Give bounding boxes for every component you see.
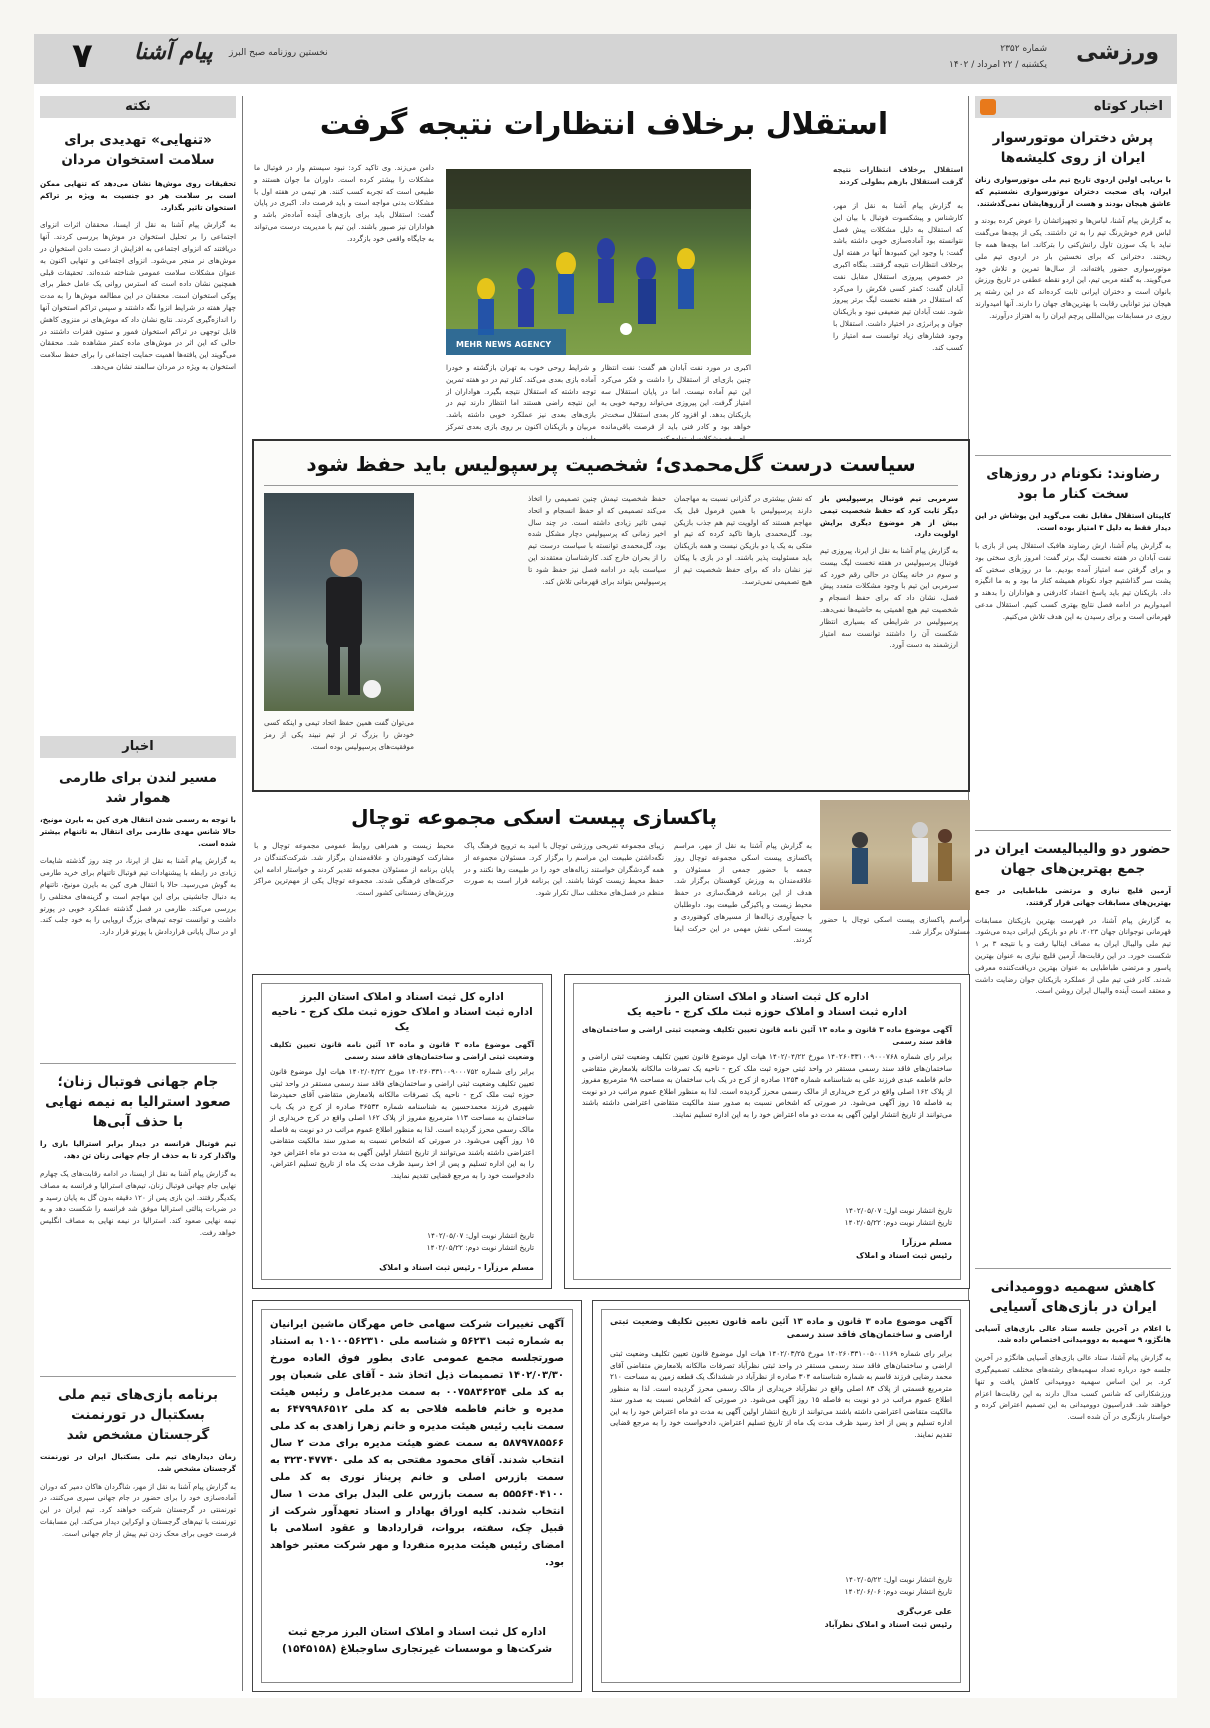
ski-photo-caption: مراسم پاکسازی پیست اسکی توچال با حضور مسئولان برگزار شد. (820, 915, 970, 936)
photo-credit: MEHR NEWS AGENCY (456, 340, 552, 349)
ad-signature: اداره کل ثبت اسناد و املاک استان البرز مرجع ثبت شرکت‌ها و موسسات غیرتجاری ساوجبلاغ (۱۵۴۵۱۵۸) (281, 1626, 553, 1655)
note-lead: تحقیقات روی موش‌ها نشان می‌دهد که تنهایی ممکن است بر سلامت هر دو جنسیت به ویژه بر تراکم استخوان تاثیر بگذارد. (40, 179, 236, 212)
feature-headline: سیاست درست گل‌محمدی؛ شخصیت پرسپولیس باید حفظ شود (306, 452, 916, 476)
story-title: حضور دو والیبالیست ایران در جمع بهترین‌های جهان (975, 840, 1171, 877)
story-lead: آرمین قلیچ نیازی و مرتضی طباطبایی در جمع بهترین‌های مسابقات جهانی قرار گرفتند. (975, 885, 1171, 907)
registry-ad-1 (252, 974, 552, 1289)
short-news-bar (975, 96, 1171, 118)
coach-photo (264, 493, 414, 711)
story-title: پرش دختران موتورسوار ایران از روی کلیشه‌ها (992, 130, 1154, 166)
third-col2: زیبای مجموعه تفریحی ورزشی توچال با امید به ترویج فرهنگ پاک نگه‌داشتن طبیعت این مراسم را برگزار کرد. مسئولان مجموعه از همه گردشگران خواستند زباله‌های خود را در طبیعت رها نکنند و در حفظ محیط زیست کوشا باشند. این برنامه قرار است به صورت منظم در فصل‌های مختلف سال تکرار شود. (464, 841, 664, 898)
news-title: مسیر لندن برای طارمی هموار شد (58, 770, 218, 806)
ad-dates: تاریخ انتشار نوبت اول: ۱۴۰۲/۰۵/۰۷ تاریخ انتشار نوبت دوم: ۱۴۰۲/۰۵/۲۲ (844, 1206, 952, 1227)
lead-col3: و شرایط روحی خوب به تهران بازگشته و خودرا آماده بازی بعدی می‌کند. کنار تیم در دو هفته تمرین توجه داشته که استقلال نتیجه بگیرد. هواداران از این نتیجه راضی هستند اما انتظار دارند تیم در بازی‌های بعدی نیز عملکرد خوبی داشته باشد. مربیان و بازیکنان اکنون بر روی بازی بعدی تمرکز (446, 363, 596, 431)
story-body: به گزارش پیام آشنا، لباس‌ها و تجهیزاتشان را عوض کرده بودند و لباس فرم خوش‌رنگ تیم را به تن داشتند. یکی از بچه‌ها می‌گفت نباید با یک سوزن تاول رانش‌کنی را بترکاند. اما بچه‌ها همه جا ریختند. دخترانی که برای نخستین بار در اردوی تیم ملی موتورسواری حضور یافته‌اند، از سال‌ها تمرین و تلاش خود می‌گویند. به گفته مربی تیم، این اردو نقطه عطفی در تاریخ ورزش بانوان است و دختران ایرانی ثابت کرده‌اند که در این رشته پر هیجان نیز توانایی رقابت با بهترین‌های جهان را دارند. آنها امیدوارند روزی در مسابقات بین‌المللی پرچم ایران را به اهتزاز درآورند. (975, 216, 1171, 320)
football-match-photo (446, 169, 751, 355)
story-lead: کاپیتان استقلال مقابل نفت می‌گوید این پوشاش در این دیدار فقط به دلیل ۳ امتیاز بوده است. (975, 511, 1171, 533)
story-title: رضاوند: نکونام در روزهای سخت کنار ما بود (986, 466, 1160, 503)
section-name: ورزشی (1076, 40, 1159, 65)
ad-body: برابر رای شماره ۱۴۰۲۶۰۳۳۱۰۰۹۰۰۰۷۶۸ مورخ ۱۴۰۲/۰۴/۲۲ هیات اول موضوع قانون تعیین تکلیف وضعیت ثبتی اراضی و ساختمان‌های فاقد سند رسمی مستقر در واحد ثبتی حوزه ثبت ملک کرج - ناحیه یک تصرفات مالکانه بلامعارض متقاضی خانم فاطمه عبدی فرزند علی به شناسنامه شماره ۱۲۵۳ صادره از کرج در یک باب ساختمان به مساحت ۹۸ مترمربع مفروز از پلاک ۱۶۲ اصلی واقع در کرج خریداری از مالک رسمی محرز گردیده است. لذا به منظور اطلاع عموم مراتب در دو نوبت به فاصله ۱۵ روز آگهی می‌شود. در صورتی که اشخاص نسبت به صدور سند مالکیت متقاضی اعتراضی داشته باشند می‌توانند از تاریخ انتشار اولین آگهی به مدت دو ماه اعتراض خود را به این اداره تسلیم نمایند. (582, 1052, 952, 1119)
news-body: به گزارش پیام آشنا به نقل از مهر، شاگردان هاکان دمیر که دوران آماده‌سازی خود را برای حضور در جام جهانی سپری می‌کنند، در تورنمنتی در گرجستان شرکت خواهند کرد. تیم ایران در این تورنمنت با تیم‌های گرجستان و اوکراین دیدار می‌کند. این مسابقات فرصت خوبی برای محک زدن تیم پیش از جام جهانی است. (40, 1481, 236, 1538)
note-column (40, 122, 236, 727)
rss-icon (980, 99, 996, 115)
ad-body: برابر رای شماره ۱۴۰۲۶۰۳۳۱۰۰۵۰۰۱۱۶۹ مورخ ۱۴۰۲/۰۳/۲۵ هیات اول موضوع قانون تعیین تکلیف وضعیت ثبتی اراضی و ساختمان‌های فاقد سند رسمی مستقر در واحد ثبتی نظرآباد تصرفات مالکانه بلامعارض متقاضی آقای محمد رضایی فرزند قاسم به شماره شناسنامه ۳۰۴ صادره از نظرآباد در ششدانگ یک قطعه زمین به مساحت ۲۱۰ مترمربع قسمتی از پلاک ۸۳ اصلی واقع در نظرآباد خریداری از مالک رسمی محرز گردیده است. لذا به منظور اطلاع عموم مراتب در دو نوبت به فاصله ۱۵ روز آگهی می‌شود. در صورتی که اشخاص نسبت به صدور سند مالکیت متقاضی اعتراضی داشته باشند می‌توانند از تاریخ انتشار اولین آگهی به مدت دو ماه اعتراض خود را به این اداره تسلیم و پس از اخذ رسید ظرف مدت یک ماه از تاریخ تسلیم اعتراض، دادخواست خود را به مرجع قضایی تقدیم نمایند. (610, 1349, 953, 1439)
short-news-column (975, 122, 1171, 1692)
story-body: به گزارش پیام آشنا، ستاد عالی بازی‌های آسیایی هانگژو در آخرین جلسه خود درباره تعداد سهمیه‌های رشته‌های مختلف تصمیم‌گیری کرد. بر این اساس سهمیه دوومیدانی کاهش یافت و تنها ورزشکارانی که شانس کسب مدال دارند به این رقابت‌ها اعزام خواهند شد. فدراسیون دوومیدانی به این تصمیم اعتراض کرده و خواستار بازنگری در آن شده است. (975, 1353, 1171, 1422)
news-column (40, 762, 236, 1692)
story-body: به گزارش پیام آشنا، ارش رضاوند هافبک استقلال پس از بازی با نفت آبادان در هفته نخست لیگ برتر گفت: امروز بازی سختی بود و برای گرفتن سه امتیاز آمده بودیم. ما در روزهای سختی که پشت سر گذاشتیم جواد نکونام همیشه کنار ما بود و به ما انگیزه داد. بازیکنان تیم باید پاسخ اعتماد کادرفنی و هواداران را بدهند و امیدواریم در ادامه فصل نتایج بهتری کسب کنیم. استقلال مدعی قهرمانی است و برای رسیدن به این هدف تلاش می‌کنیم. (975, 540, 1171, 621)
ad-signature: علی عرب‌گری رئیس ثبت اسناد و املاک نظرآباد (824, 1607, 952, 1629)
ad-body: برابر رای شماره ۱۴۰۲۶۰۳۳۱۰۰۹۰۰۰۷۵۲ مورخ ۱۴۰۲/۰۴/۲۲ هیات اول موضوع قانون تعیین تکلیف وضعیت ثبتی اراضی و ساختمان‌های فاقد سند رسمی مستقر در واحد ثبتی حوزه ثبت ملک کرج - ناحیه یک تصرفات مالکانه بلامعارض متقاضی آقای حمیدرضا شهپری فرزند محمدحسین به شناسنامه شماره ۳۶۵۳۴ صادره از کرج در یک باب ساختمان به مساحت ۱۱۳ مترمربع مفروز از پلاک ۱۶۲ اصلی واقع در کرج خریداری از مالک رسمی محرز گردیده است. لذا به منظور اطلاع عموم مراتب در دو نوبت به فاصله ۱۵ روز آگهی می‌شود. در صورتی که اشخاص نسبت به صدور سند مالکیت متقاضی اعتراضی داشته باشند می‌توانند از تاریخ انتشار اولین آگهی به مدت دو ماه اعتراض خود را به این اداره تسلیم و پس از اخذ رسید ظرف مدت یک ماه از تاریخ تسلیم اعتراض، دادخواست خود را به مرجع قضایی تقدیم نمایند. (270, 1067, 534, 1180)
news-body: به گزارش پیام آشنا به نقل از ایسنا، در ادامه رقابت‌های یک چهارم نهایی جام جهانی فوتبال زنان، تیم‌های استرالیا و فرانسه به مصاف یکدیگر رفتند. این بازی پس از ۱۲۰ دقیقه بدون گل به پایان رسید و در ضربات پنالتی استرالیا موفق شد فرانسه را شکست دهد و به نیمه نهایی صعود کند. استرالیا در نیمه نهایی به مصاف انگلیس خواهد رفت. (40, 1168, 236, 1237)
coach-illustration (264, 493, 414, 711)
feature-box (252, 439, 970, 792)
news-lead: با توجه به رسمی شدن انتقال هری کین به بایرن مونیخ، حالا شانس مهدی طارمی برای انتقال به تاتنهام بیشتر شده است. (40, 815, 236, 848)
third-col3: محیط زیست و همراهی روابط عمومی مجموعه توچال و با مشارکت کوهنوردان و علاقه‌مندان برگزار شد. شرکت‌کنندگان در پایان برنامه از مسئولان مجموعه تقدیر کردند و خواستار ادامه این حرکت‌های فرهنگی شدند. مجموعه توچال یکی از مهم‌ترین مراکز ورزش‌های زمستانی کشور است. (254, 841, 454, 898)
registry-ad-3 (592, 1300, 970, 1692)
company-change-ad (252, 1300, 582, 1692)
feature-col1: به گزارش پیام آشنا به نقل از ایرنا، پیروزی تیم فوتبال پرسپولیس در هفته نخست لیگ بیست و سوم در خانه پیکان در حالی رقم خورد که سرمربی این تیم با وجود مشکلات متعدد پیش فصل، نشان داد که برای حفظ انسجام و شخصیت تیم هیچ اهمیتی به حاشیه‌ها نمی‌دهد. پرسپولیس در شرایطی که بسیاری انتظار شکست آن را داشتند توانست سه امتیاز ارزشمند به دست آورد. (820, 546, 958, 650)
lead-headline: استقلال برخلاف انتظارات نتیجه گرفت (319, 107, 889, 142)
masthead (34, 34, 1177, 84)
third-headline: پاکسازی پیست اسکی مجموعه توچال (351, 805, 717, 829)
story-title: کاهش سهمیه دوومیدانی ایران در بازی‌های آسیایی (989, 1278, 1157, 1315)
ad-signature: مسلم مرزآرا رئیس ثبت اسناد و املاک (856, 1238, 952, 1260)
lead-col2: اکبری در مورد نفت آبادان هم گفت: نفت انتظار چنین بازی‌ای از استقلال را داشت و فکر می‌کرد این تیم آماده نیست. اما در پایان استقلال سه امتیاز گرفت. این پیروزی می‌تواند روحیه خوبی به بازیکنان بدهد. او افزود کار بعدی استقلال سخت‌تر خواهد بود و کادر فنی باید از فرصت باقی‌مانده (601, 363, 751, 431)
news-bar (40, 736, 236, 758)
note-title: «تنهایی» تهدیدی برای سلامت استخوان مردان (61, 132, 215, 168)
coach-photo-caption: می‌توان گفت همین حفظ اتحاد تیمی و اینکه کسی خودش را بزرگ تر از تیم نبیند یکی از رمز موفقیت‌های پرسپولیس بوده است. (264, 718, 414, 751)
paper-tagline: نخستین روزنامه صبح البرز (229, 48, 328, 58)
issue-date: یکشنبه / ۲۲ امرداد / ۱۴۰۲ (949, 60, 1047, 70)
ad-body: آگهی تغییرات شرکت سهامی خاص مهرگان ماشین ایرانیان به شماره ثبت ۵۶۲۳۱ و شناسه ملی ۱۰۱۰۰۵۶۲۳۱۰ به استناد صورتجلسه مجمع عمومی عادی بطور فوق العاده مورخ ۱۴۰۲/۰۳/۳۰ تصمیمات ذیل اتخاذ شد - آقای علی شعبان پور به کد ملی ۰۰۷۵۸۳۶۲۵۴ به سمت مدیرعامل و رئیس هیئت مدیره و خانم فاطمه فلاحی به کد ملی ۶۴۷۹۹۸۶۵۱۲ به سمت نایب رئیس هیئت مدیره و خانم زهرا زاهدی به کد ملی ۵۸۷۹۷۸۵۵۶۶ به سمت عضو هیئت مدیره برای مدت ۲ سال انتخاب شدند. آقای محمود مفتحی به کد ملی ۳۲۳۰۴۷۷۴۰ به سمت بازرس اصلی و خانم پریناز نوری به کد ملی ۵۵۵۶۴۰۴۱۰۰ به سمت بازرس علی البدل برای مدت ۱ سال انتخاب شدند. کلیه اوراق بهادار و اسناد تعهدآور شرکت از قبیل چک، سفته، بروات، قراردادها و عقود اسلامی با امضای رئیس هیئت مدیره منفردا و مهر شرکت معتبر خواهد بود. (270, 1319, 565, 1568)
ad-dates: تاریخ انتشار نوبت اول: ۱۴۰۲/۰۵/۲۲ تاریخ انتشار نوبت دوم: ۱۴۰۲/۰۶/۰۶ (844, 1575, 952, 1596)
lead-col1: به گزارش پیام آشنا به نقل از مهر، کارشناس و پیشکسوت فوتبال با بیان این که استقلال به دلیل مشکلات پیش فصل نتوانسته بود آماده‌سازی خوبی داشته باشد گفت: با وجود این کمبودها آنها در هفته اول برخلاف انتظارات نتیجه گرفتند. بنگاه اکبری در خصوص پیروزی استقلال مقابل نفت آبادان گفت: کمتر کسی فکرش را می‌کرد که استقلال در هفته نخست لیگ برتر پیروز شود. نفت آبادان تیم ضعیفی نبود و بازیکنان جوان و پرانرژی در اختیار داشت. استقلال با وجود فشارهای زیاد توانست سه امتیاز را کسب کند. (833, 201, 963, 352)
note-body: به گزارش پیام آشنا به نقل از ایسنا، محققان اثرات انزوای اجتماعی را بر تحلیل استخوان در موش‌ها بررسی کردند. آنها دریافتند که انزوای اجتماعی به افزایش از دست دادن استخوان در موش‌های نر منجر می‌شود. انزوای اجتماعی و تنهایی اکنون به عنوان مشکلات سلامت عمومی شناخته شده‌اند. تحقیقات قبلی همچنین نشان داده است که استرس روانی یک عامل خطر برای پوکی استخوان است. محققان در این مطالعه موش‌ها را به مدت چهار هفته در شرایط انزوا نگه داشتند و سپس تراکم استخوان آنها را اندازه‌گیری کردند. نتایج نشان داد که موش‌های نر منزوی کاهش قابل توجهی در تراکم استخوان فمور و ستون فقرات داشتند در حالی که این اثر در موش‌های ماده کمتر مشاهده شد. محققان می‌گویند این یافته‌ها اهمیت حمایت اجتماعی را برای حفظ سلامت استخوان به ویژه در مردان سالمند نشان می‌دهد. (40, 220, 236, 371)
ad-heading: آگهی موضوع ماده ۳ قانون و ماده ۱۳ آئین نامه قانون تعیین تکلیف وضعیت ثبتی اراضی و ساختمان‌های فاقد سند رسمی (582, 1025, 952, 1046)
story-lead: با اعلام در آخرین جلسه ستاد عالی بازی‌های آسیایی هانگژو، ۹ سهمیه به دوومیدانی اختصاص داده شد. (975, 1323, 1171, 1345)
news-lead: تیم فوتبال فرانسه در دیدار برابر استرالیا بازی را واگذار کرد تا به حذف از جام جهانی زنان تن دهد. (40, 1139, 236, 1161)
lead-photo-caption: استقلال برخلاف انتظارات نتیجه گرفت استقلال بازهم بطولی کردند (833, 165, 963, 186)
lead-col4: دامن می‌زند. وی تاکید کرد: نبود سیستم وار در فوتبال ما مشکلات را بیشتر کرده است. داوران ما جوان هستند و طبیعی است که تجربه کسب کنند. هر تیمی در هفته اول با مشکلات بدنی مواجه است و باید فرصت داد. اکبری در پایان گفت: استقلال باید برای بازی‌های آینده آماده‌تر باشد و هواداران نیز صبور باشند. این تیم با مدیریت درست می‌تواند به جایگاه واقعی خود بازگردد. (254, 163, 434, 243)
ad-signature: مسلم مرزآرا - رئیس ثبت اسناد و املاک (379, 1263, 534, 1272)
paper-name: پیام آشنا (134, 40, 213, 65)
registry-ad-2 (564, 974, 970, 1289)
ad-heading: آگهی موضوع ماده ۳ قانون و ماده ۱۳ آئین نامه قانون تعیین تکلیف وضعیت ثبتی اراضی و ساختمان‌های فاقد سند رسمی (610, 1317, 952, 1340)
issue-number: شماره ۲۳۵۲ (1000, 44, 1047, 54)
newspaper-page (34, 34, 1177, 1698)
note-bar (40, 96, 236, 118)
ad-title: اداره کل ثبت اسناد و املاک استان البرز اداره ثبت اسناد و املاک حوزه ثبت ملک کرج - ناحیه یک (271, 991, 533, 1033)
news-lead: زمان دیدارهای تیم ملی بسکتبال ایران در تورنمنت گرجستان مشخص شد. (40, 1451, 236, 1473)
news-body: به گزارش پیام آشنا به نقل از ایرنا، در چند روز گذشته شایعات زیادی در رابطه با پیشنهادات تیم فوتبال تاتنهام برای خرید طارمی به گوش می‌رسید. حالا با انتقال هری کین به بایرن مونیخ، تاتنهام به دنبال جانشینی برای این مهاجم است و گزینه‌های مختلفی را بررسی می‌کند. طارمی در فصل گذشته عملکرد خوبی در پورتو داشت و توانست توجه تیم‌های بزرگ اروپایی را به خود جلب کند. او در سال پایانی قراردادش با پورتو قرار دارد. (40, 856, 236, 937)
note-label: نکته (125, 99, 151, 114)
story-body: به گزارش پیام آشنا، در فهرست بهترین بازیکنان مسابقات قهرمانی نوجوانان جهان ۲۰۲۳، نام دو بازیکن ایرانی دیده می‌شود. تیم ملی والیبال ایران به مصاف ایتالیا رفت و با نتیجه ۳ بر ۱ شکست خورد. در این رقابت‌ها، آرمین قلیچ نیازی به عنوان بهترین پاسور و مرتضی طباطبایی به عنوان بهترین دریافت‌کننده معرفی شدند. کادر فنی تیم ملی از عملکرد بازیکنان جوان رضایت داشت و معتقد است آینده والیبال ایران روشن است. (975, 915, 1171, 996)
news-label: اخبار (122, 739, 154, 754)
ad-dates: تاریخ انتشار نوبت اول: ۱۴۰۲/۰۵/۰۷ تاریخ انتشار نوبت دوم: ۱۴۰۲/۰۵/۲۲ (426, 1231, 534, 1252)
cleanup-illustration (820, 800, 970, 910)
match-illustration (446, 169, 751, 355)
third-col1: به گزارش پیام آشنا به نقل از مهر، مراسم پاکسازی پیست اسکی مجموعه توچال روز جمعه با حضور جمعی از مسئولان و علاقه‌مندان به ورزش کوهستان برگزار شد. هدف از این برنامه فرهنگ‌سازی در حفظ محیط زیست و پاکیزگی طبیعت بود. داوطلبان با جمع‌آوری زباله‌ها از مسیرهای کوهنوردی و پیست اسکی نقش مهمی در این حرکت ایفا کردند. (674, 841, 812, 945)
feature-col2: که نقش بیشتری در گذرانی نسبت به مهاجمان دارند پرسپولیس با همین فرمول قبل یک مهاجم هستند که اولویت تیم هم جذب بازیکن بود. گل‌محمدی بارها تاکید کرده که تیم او متکی به یک یا دو بازیکن نیست و همه بازیکنان باید مسئولیت پذیر باشند. او در بازی با پیکان نیز نشان داد که برای حفظ شخصیت تیم از هیچ تصمیمی نمی‌ترسد. (674, 494, 812, 586)
ski-slope-photo (820, 800, 970, 910)
news-title: برنامه بازی‌های تیم ملی بسکتبال در تورنمنت گرجستان مشخص شد (57, 1386, 219, 1443)
story-lead: با برپایی اولین اردوی تاریخ تیم ملی موتورسواری زنان ایران، پای صحبت دختران موتورسواری نشستیم که عاشق هیجان بودند و هست از آرزوهایشان نمی‌گذشتند. (975, 175, 1171, 208)
feature-col3: حفظ شخصیت تیمش چنین تصمیمی را اتخاذ می‌کند تصمیمی که او حفظ انسجام و اتحاد تیمی تاثیر زیادی داشته است. در چند سال اخیر زمانی که پرسپولیس دچار مشکل شده بود، گل‌محمدی توانسته با سیاست درست تیم را از بحران خارج کند. کارشناسان معتقدند این سیاست باید در ادامه فصل نیز حفظ شود تا پرسپولیس بتواند برای قهرمانی تلاش کند. (528, 494, 666, 586)
ad-heading: آگهی موضوع ماده ۳ قانون و ماده ۱۳ آئین نامه قانون تعیین تکلیف وضعیت ثبتی اراضی و ساختمان‌های فاقد سند رسمی (270, 1040, 534, 1061)
news-title: جام جهانی فوتبال زنان؛ صعود استرالیا به نیمه نهایی با حذف آبی‌ها (45, 1074, 231, 1131)
ad-title: اداره کل ثبت اسناد و املاک استان البرز اداره ثبت اسناد و املاک حوزه ثبت ملک کرج - ناحیه یک (627, 991, 907, 1018)
page-number: ۷ (72, 36, 93, 76)
short-news-label: اخبار کوتاه (1093, 99, 1163, 114)
feature-lead: سرمربی تیم فوتبال پرسپولیس باز دیگر ثابت کرد که حفظ شخصیت تیمی بیش از هر موضوع دیگری برایش اولویت دارد. (820, 494, 958, 539)
